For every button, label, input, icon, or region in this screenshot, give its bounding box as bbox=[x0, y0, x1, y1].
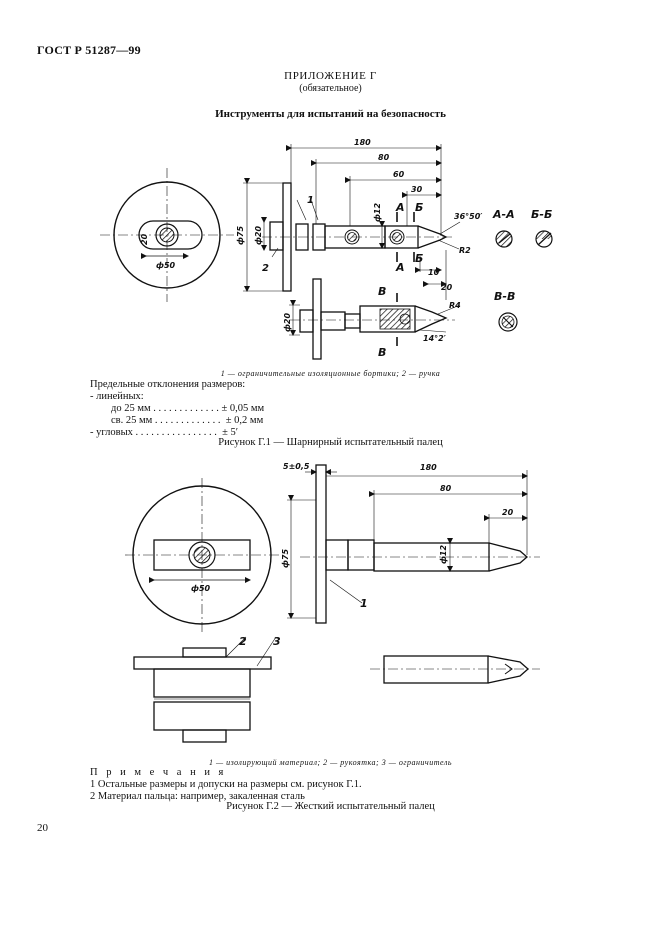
tolerance-line: - линейных: bbox=[90, 391, 144, 402]
section-a-top: А bbox=[396, 201, 405, 214]
dim-180: 180 bbox=[354, 138, 371, 147]
figure1-front-view bbox=[100, 168, 234, 302]
figure1-sections bbox=[496, 231, 552, 331]
figure2-caption: Рисунок Г.2 — Жесткий испытательный палец bbox=[226, 801, 435, 812]
section-vv-label: В-В bbox=[494, 290, 516, 303]
notes-title: П р и м е ч а н и я bbox=[90, 767, 227, 778]
tolerance-line: Предельные отклонения размеров: bbox=[90, 379, 246, 390]
dim-d20: ф20 bbox=[254, 225, 263, 245]
dim-10: 10 bbox=[428, 268, 440, 277]
note-item: 1 Остальные размеры и допуски на размеры см. рисунок Г.1. bbox=[90, 779, 362, 790]
label-1b: 1 bbox=[360, 597, 368, 610]
dim-30: 30 bbox=[411, 185, 423, 194]
section-title: Инструменты для испытаний на безопасность bbox=[215, 108, 446, 120]
dim-d50: ф50 bbox=[156, 261, 176, 270]
label-3b: 3 bbox=[273, 635, 281, 648]
dim-angle1: 36°50′ bbox=[454, 212, 483, 221]
dim-60: 60 bbox=[393, 170, 405, 179]
dim-d20c: ф20 bbox=[283, 312, 292, 332]
dim-180b: 180 bbox=[420, 463, 437, 472]
notes-block bbox=[90, 767, 362, 803]
figure2-legend: 1 — изолирующий материал; 2 — рукоятка; 3 — ограничитель bbox=[209, 758, 452, 767]
figure1-bottom-view bbox=[289, 279, 460, 359]
section-bb-label: Б-Б bbox=[531, 208, 553, 221]
dim-d50b: ф50 bbox=[191, 584, 211, 593]
tolerance-line: - угловых . . . . . . . . . . . . . . . . ± 5′ bbox=[90, 427, 239, 438]
section-v-top: В bbox=[378, 285, 387, 298]
dim-angle2: 14°2′ bbox=[423, 334, 446, 343]
dim-r4: R4 bbox=[449, 301, 461, 310]
figure1-legend: 1 — ограничительные изоляционные бортики; 2 — ручка bbox=[220, 369, 441, 378]
figure1-side-view bbox=[262, 183, 455, 291]
dim-5: 5±0,5 bbox=[283, 462, 310, 471]
dim-d75: ф75 bbox=[236, 225, 245, 245]
section-b-top: Б bbox=[415, 201, 424, 214]
page-header: ГОСТ Р 51287—99 bbox=[37, 43, 141, 57]
tolerance-line: св. 25 мм . . . . . . . . . . . . . ± 0,2 мм bbox=[90, 415, 264, 426]
section-b-bottom: Б bbox=[415, 252, 424, 265]
dim-d12b: ф12 bbox=[439, 544, 448, 564]
tolerance-line: до 25 мм . . . . . . . . . . . . . ± 0,05 мм bbox=[90, 403, 265, 414]
figure1-caption: Рисунок Г.1 — Шарнирный испытательный палец bbox=[218, 437, 443, 448]
dim-80: 80 bbox=[378, 153, 390, 162]
appendix-subtitle: (обязательное) bbox=[299, 83, 362, 94]
dim-d12: ф12 bbox=[373, 202, 382, 222]
dim-20b: 20 bbox=[441, 283, 453, 292]
figure2-front-view bbox=[125, 478, 280, 632]
label-2: 2 bbox=[262, 263, 269, 274]
dim-d75b: ф75 bbox=[281, 548, 290, 568]
label-1: 1 bbox=[307, 195, 314, 206]
dim-20c: 20 bbox=[502, 508, 514, 517]
dim-80b: 80 bbox=[440, 484, 452, 493]
dim-r2: R2 bbox=[459, 246, 471, 255]
section-a-bottom: А bbox=[396, 261, 405, 274]
figure2-top-view bbox=[134, 637, 540, 742]
page-number: 20 bbox=[37, 822, 48, 834]
appendix-title: ПРИЛОЖЕНИЕ Г bbox=[284, 70, 377, 82]
section-v-bottom: В bbox=[378, 346, 387, 359]
section-aa-label: А-А bbox=[493, 208, 515, 221]
note-item: 2 Материал пальца: например, закаленная сталь bbox=[90, 791, 305, 802]
tolerance-list bbox=[90, 379, 264, 439]
label-2b: 2 bbox=[239, 635, 247, 648]
dim-20: 20 bbox=[140, 233, 149, 245]
figure2-side-view bbox=[300, 465, 540, 623]
